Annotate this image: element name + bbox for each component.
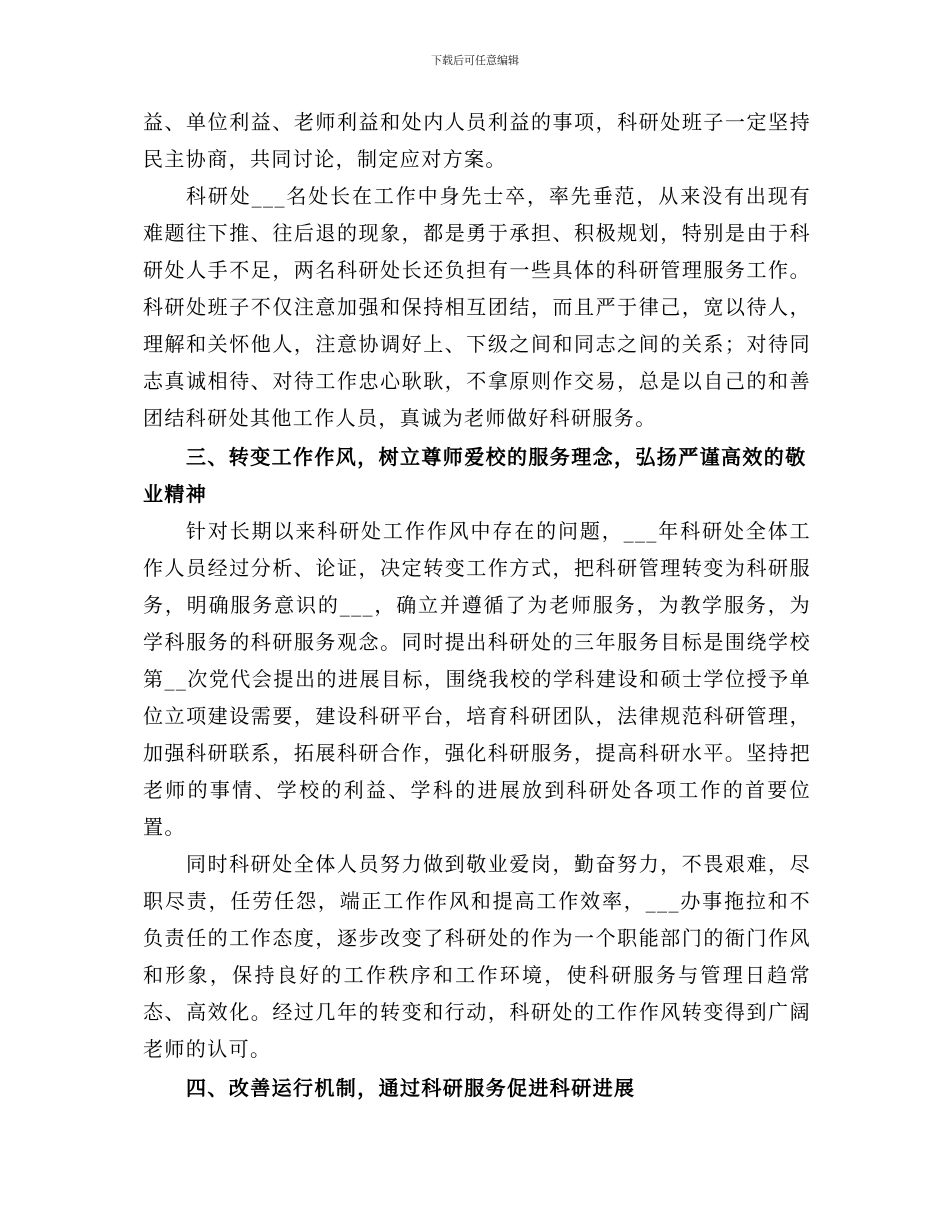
paragraph-service-concept: 针对长期以来科研处工作作风中存在的问题，___年科研处全体工作人员经过分析、论证，决定转变工作方式，把科研管理转变为科研服务，明确服务意识的___，确立并遵循了为老师服务，为教学服务，为学科服务的科研服务观念。同时提出科研处的三年服务目标是围绕学校第__次党代会提出的进展目标，围绕我校的学科建设和硕士学位授予单位立项建设需要，建设科研平台，培育科研团队，法律规范科研管理，加强科研联系，拓展科研合作，强化科研服务，提高科研水平。坚持把老师的事情、学校的利益、学科的进展放到科研处各项工作的首要位置。 — [143, 519, 811, 839]
paragraph-continuation: 益、单位利益、老师利益和处内人员利益的事项，科研处班子一定坚持民主协商，共同讨论，制定应对方案。 — [143, 110, 811, 171]
page-header: 下载后可任意编辑 — [431, 54, 519, 67]
section-heading-3: 三、转变工作作风，树立尊师爱校的服务理念，弘扬严谨高效的敬业精神 — [143, 445, 807, 506]
paragraph-leadership: 科研处___名处长在工作中身先士卒，率先垂范，从来没有出现有难题往下推、往后退的现象，都是勇于承担、积极规划，特别是由于科研处人手不足，两名科研处长还负担有一些具体的科研管理服务工作。科研处班子不仅注意加强和保持相互团结，而且严于律己，宽以待人，理解和关怀他人，注意协调好上、下级之间和同志之间的关系；对待同志真诚相待、对待工作忠心耿耿，不拿原则作交易，总是以自己的和善团结科研处其他工作人员，真诚为老师做好科研服务。 — [143, 184, 811, 430]
section-heading-4: 四、改善运行机制，通过科研服务促进科研进展 — [186, 1076, 636, 1100]
paragraph-work-style: 同时科研处全体人员努力做到敬业爱岗，勤奋努力，不畏艰难，尽职尽责，任劳任怨，端正工作作风和提高工作效率，___办事拖拉和不负责任的工作态度，逐步改变了科研处的作为一个职能部门的衙门作风和形象，保持良好的工作秩序和工作环境，使科研服务与管理日趋常态、高效化。经过几年的转变和行动，科研处的工作作风转变得到广阔老师的认可。 — [143, 852, 811, 1061]
document-body — [143, 104, 811, 1107]
